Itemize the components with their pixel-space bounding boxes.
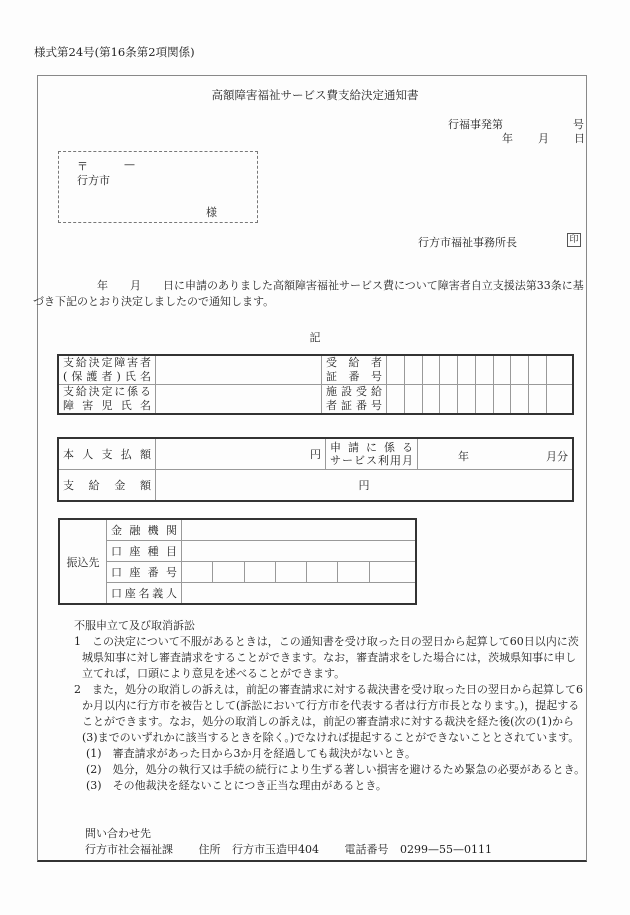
body-text: 日に申請のありました高額障害福祉サービス費について障害者自立支援法第33条に基づき下記のとおり決定しましたので通知します。 (33, 279, 584, 308)
payment-table (57, 437, 574, 502)
account-digit[interactable] (338, 562, 369, 583)
contact-address-label: 住所 (198, 843, 221, 856)
recipient-name-field[interactable] (156, 355, 322, 385)
body-year: 年 (97, 279, 108, 292)
notice-sub-3: (3) その他裁決を経ないことにつき正当な理由があるとき。 (86, 779, 387, 792)
payment-amount-field[interactable]: 円 (156, 470, 574, 502)
account-digit[interactable] (307, 562, 338, 583)
date-month: 月 (538, 132, 549, 145)
appeal-notice (74, 618, 586, 794)
bank-transfer-table (58, 518, 417, 605)
cert-digit[interactable] (458, 355, 476, 385)
bank-field[interactable] (182, 519, 417, 541)
recipient-address-box (58, 151, 258, 223)
cert-digit[interactable] (529, 355, 547, 385)
date-year: 年 (502, 132, 513, 145)
doc-number-suffix: 号 (573, 118, 584, 131)
contact-address: 行方市玉造甲404 (232, 843, 319, 856)
cert-digit[interactable] (422, 355, 440, 385)
cert-digit[interactable] (493, 355, 511, 385)
sender-name: 行方市福祉事務所長 (418, 236, 517, 249)
contact-phone-label: 電話番号 (344, 843, 389, 856)
form-id: 様式第24号(第16条第2項関係) (34, 45, 195, 59)
postal-dash: — (124, 158, 135, 171)
label-account-holder: 口座名義人 (107, 583, 182, 605)
notice-sub-2: (2) 処分，処分の執行又は手続の続行により生ずる著しい損害を避けるため緊急の必要があるとき。 (86, 763, 586, 776)
account-digit[interactable] (213, 562, 244, 583)
contact-info (85, 826, 492, 858)
facility-digit[interactable] (404, 385, 422, 415)
contact-phone: 0299—55—0111 (400, 843, 492, 856)
contact-heading: 問い合わせ先 (85, 827, 151, 840)
recipient-honorific: 様 (206, 206, 217, 219)
label-certificate-no: 受 給 者 証 番 号 (322, 355, 387, 385)
account-type-field[interactable] (182, 541, 417, 562)
facility-digit[interactable] (529, 385, 547, 415)
label-facility-cert-no: 施設受給 者証番号 (322, 385, 387, 415)
account-holder-field[interactable] (182, 583, 417, 605)
label-self-pay: 本人支払額 (58, 438, 156, 470)
body-month: 月 (130, 279, 141, 292)
label-account-type: 口座種目 (107, 541, 182, 562)
label-child-name: 支給決定に係る 障害児氏名 (58, 385, 156, 415)
notice-heading: 不服申立て及び取消訴訟 (74, 619, 195, 632)
facility-digit[interactable] (458, 385, 476, 415)
self-pay-field[interactable]: 円 (156, 438, 326, 470)
label-transfer-dest: 振込先 (59, 519, 107, 604)
cert-digit[interactable] (404, 355, 422, 385)
facility-digit[interactable] (546, 385, 573, 415)
facility-digit[interactable] (493, 385, 511, 415)
facility-digit[interactable] (440, 385, 458, 415)
account-digit[interactable] (244, 562, 275, 583)
service-month-field[interactable]: 年 月分 (418, 438, 574, 470)
label-payment-amount: 支給金額 (58, 470, 156, 502)
postal-mark: 〒 (77, 160, 88, 173)
facility-digit[interactable] (387, 385, 405, 415)
label-bank: 金融機関 (107, 519, 182, 541)
contact-dept: 行方市社会福祉課 (85, 843, 173, 856)
account-digit[interactable] (275, 562, 306, 583)
notice-item-2: 2 また，処分の取消しの訴えは，前記の審査請求に対する裁決書を受け取った日の翌日から起算して6か月以内に行方市を被告として(訴訟において行方市を代表する者は行方市長となります。)，提起することができます。なお，処分の取消しの訴えは，前記の審査請求に対する裁決を経た後(次の(1)から(3)までのいずれかに該当するときを除く。)でなければ提起することができないこととされています。 (74, 683, 583, 744)
cert-digit[interactable] (475, 355, 493, 385)
account-digit[interactable] (182, 562, 213, 583)
seal-icon: 印 (567, 233, 581, 247)
cert-digit[interactable] (546, 355, 573, 385)
cert-digit[interactable] (387, 355, 405, 385)
recipient-city: 行方市 (77, 174, 110, 187)
notice-body (33, 278, 585, 310)
child-name-field[interactable] (156, 385, 322, 415)
cert-digit[interactable] (440, 355, 458, 385)
notice-sub-1: (1) 審査請求があった日から3か月を経過しても裁決がないとき。 (86, 747, 417, 760)
label-service-month: 申請に係る サービス利用月 (326, 438, 418, 470)
recipient-info-table (57, 354, 574, 415)
ki-heading: 記 (309, 331, 321, 344)
notice-item-1: 1 この決定について不服があるときは，この通知書を受け取った日の翌日から起算して60日以内に茨城県知事に対し審査請求をすることができます。なお，審査請求をした場合には，茨城県知事に申し立てれば，口頭により意見を述べることができます。 (74, 635, 579, 680)
document-title: 高額障害福祉サービス費支給決定通知書 (211, 88, 419, 102)
date-day: 日 (574, 132, 585, 145)
facility-digit[interactable] (422, 385, 440, 415)
doc-number-prefix: 行福事発第 (448, 118, 503, 131)
label-recipient-name: 支給決定障害者 (保護者)氏名 (58, 355, 156, 385)
facility-digit[interactable] (475, 385, 493, 415)
account-digit[interactable] (369, 562, 416, 583)
label-account-number: 口座番号 (107, 562, 182, 583)
facility-digit[interactable] (511, 385, 529, 415)
cert-digit[interactable] (511, 355, 529, 385)
